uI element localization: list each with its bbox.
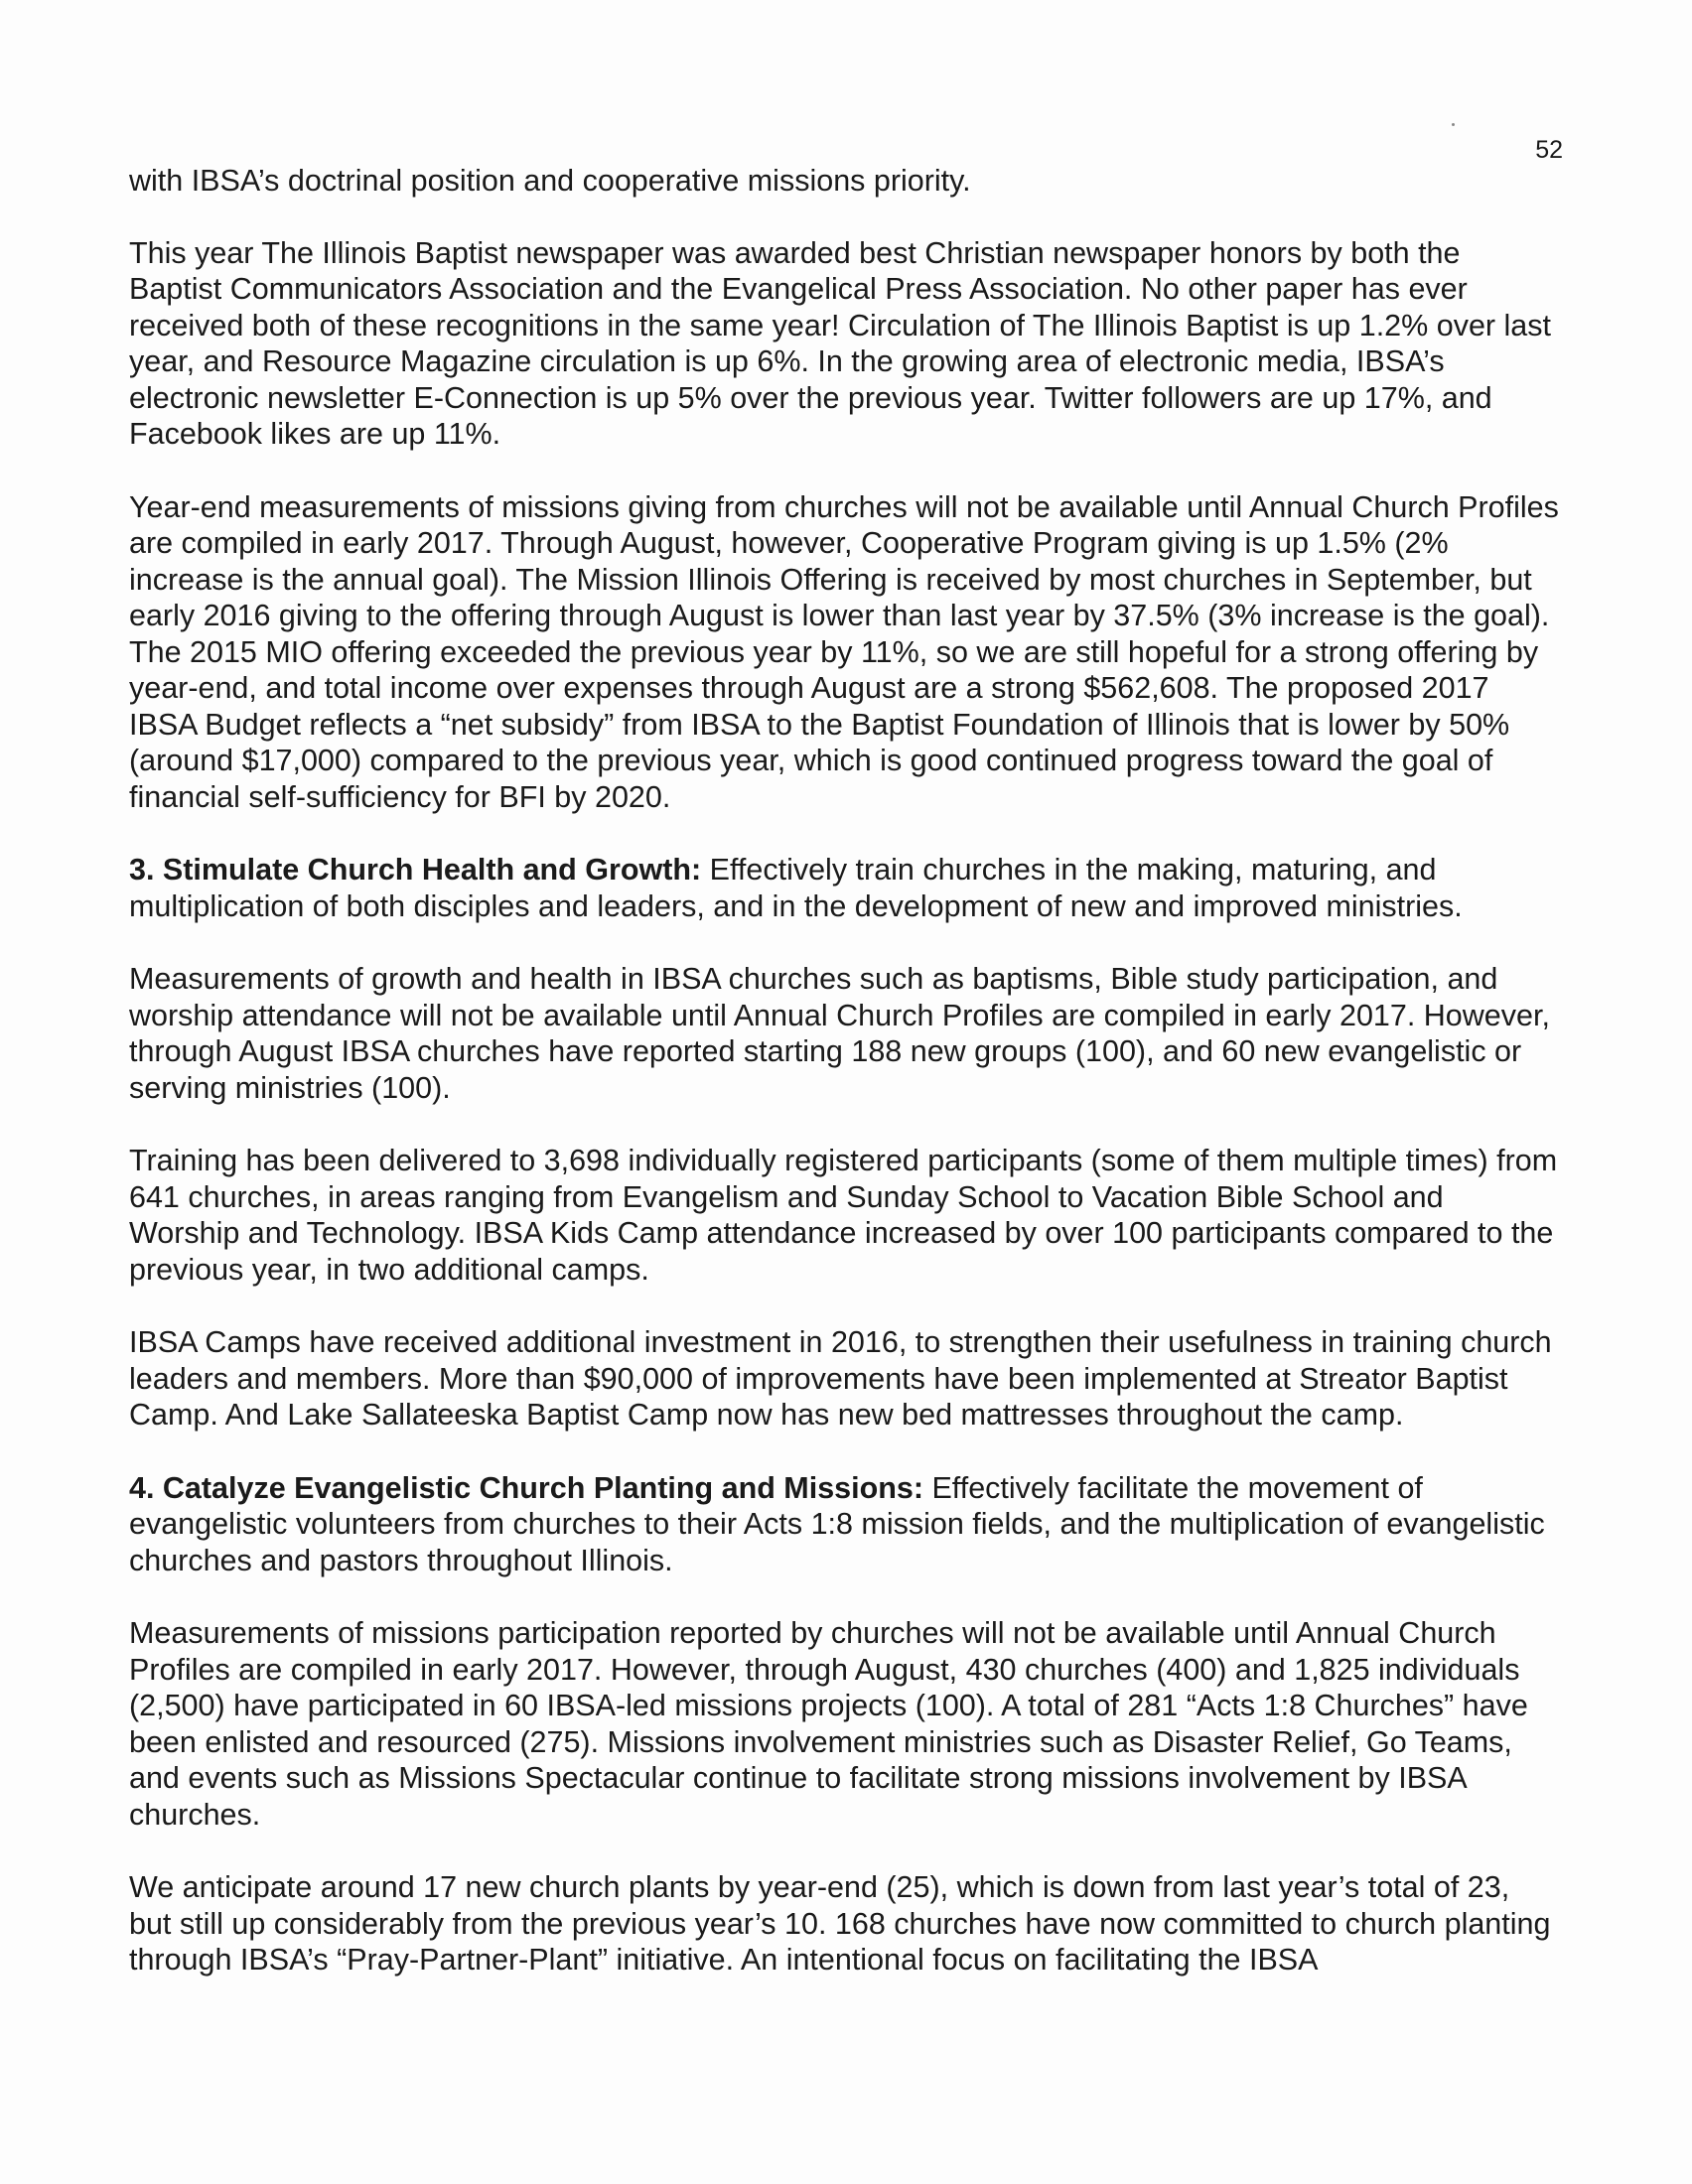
paragraph-planting: We anticipate around 17 new church plants by year-end (25), which is down from last year’s total of 23, but still up considerably from the previous year’s 10. 168 churches have now committed to church planting through IBSA’s “Pray-Partner-Plant” initiative. An intentional focus on facilitating the IBSA	[129, 1870, 1551, 1977]
paragraph-newspaper: This year The Illinois Baptist newspaper was awarded best Christian newspaper honors by both the Baptist Communicators Association and the Evangelical Press Association. No other paper has ever received both of these recognitions in the same year! Circulation of The Illinois Baptist is up 1.2% over last year, and Resource Magazine circulation is up 6%. In the growing area of electronic media, IBSA’s electronic newsletter E-Connection is up 5% over the previous year. Twitter followers are up 17%, and Facebook likes are up 11%.	[129, 235, 1551, 451]
section-3-heading: 3. Stimulate Church Health and Growth:	[129, 853, 702, 887]
section-3-text: Effectively train churches in the making, maturing, and multiplication of both disciples and leaders, and in the development of new and improved ministries.	[129, 853, 1463, 923]
paragraph-section-4	[129, 1470, 1559, 1579]
paragraph-continuation: with IBSA’s doctrinal position and cooperative missions priority.	[129, 164, 971, 198]
paragraph-camps: IBSA Camps have received additional investment in 2016, to strengthen their usefulness in training church leaders and members. More than $90,000 of improvements have been implemented at Streator Baptist Camp. And Lake Sallateeska Baptist Camp now has new bed mattresses throughout the camp.	[129, 1325, 1552, 1432]
paragraph-giving: Year-end measurements of missions giving from churches will not be available until Annual Church Profiles are compiled in early 2017. Through August, however, Cooperative Program giving is up 1.5% (2% increase is the annual goal). The Mission Illinois Offering is received by most churches in September, but early 2016 giving to the offering through August is lower than last year by 37.5% (3% increase is the goal). The 2015 MIO offering exceeded the previous year by 11%, so we are still hopeful for a strong offering by year-end, and total income over expenses through August are a strong $562,608. The proposed 2017 IBSA Budget reflects a “net subsidy” from IBSA to the Baptist Foundation of Illinois that is lower by 50% (around $17,000) compared to the previous year, which is good continued progress toward the goal of financial self-sufficiency for BFI by 2020.	[129, 489, 1559, 814]
scan-speck	[1452, 123, 1455, 126]
page-number: 52	[1535, 136, 1563, 164]
section-4-text: Effectively facilitate the movement of evangelistic volunteers from churches to their Acts 1:8 mission fields, and the multiplication of evangelistic churches and pastors throughout Illinois.	[129, 1470, 1545, 1577]
paragraph-training: Training has been delivered to 3,698 individually registered participants (some of them multiple times) from 641 churches, in areas ranging from Evangelism and Sunday School to Vacation Bible School and Worship and Technology. IBSA Kids Camp attendance increased by over 100 participants compared to the previous year, in two additional camps.	[129, 1144, 1558, 1287]
paragraph-section-3	[129, 852, 1559, 924]
paragraph-growth: Measurements of growth and health in IBSA churches such as baptisms, Bible study participation, and worship attendance will not be available until Annual Church Profiles are compiled in early 2017. However, through August IBSA churches have reported starting 188 new groups (100), and 60 new evangelistic or serving ministries (100).	[129, 962, 1550, 1105]
section-4-heading: 4. Catalyze Evangelistic Church Planting and Missions:	[129, 1470, 923, 1505]
paragraph-missions: Measurements of missions participation reported by churches will not be available until Annual Church Profiles are compiled in early 2017. However, through August, 430 churches (400) and 1,825 individuals (2,500) have participated in 60 IBSA-led missions projects (100). A total of 281 “Acts 1:8 Churches” have been enlisted and resourced (275). Missions involvement ministries such as Disaster Relief, Go Teams, and events such as Missions Spectacular continue to facilitate strong missions involvement by IBSA churches.	[129, 1616, 1528, 1832]
page-body	[129, 163, 1559, 2015]
